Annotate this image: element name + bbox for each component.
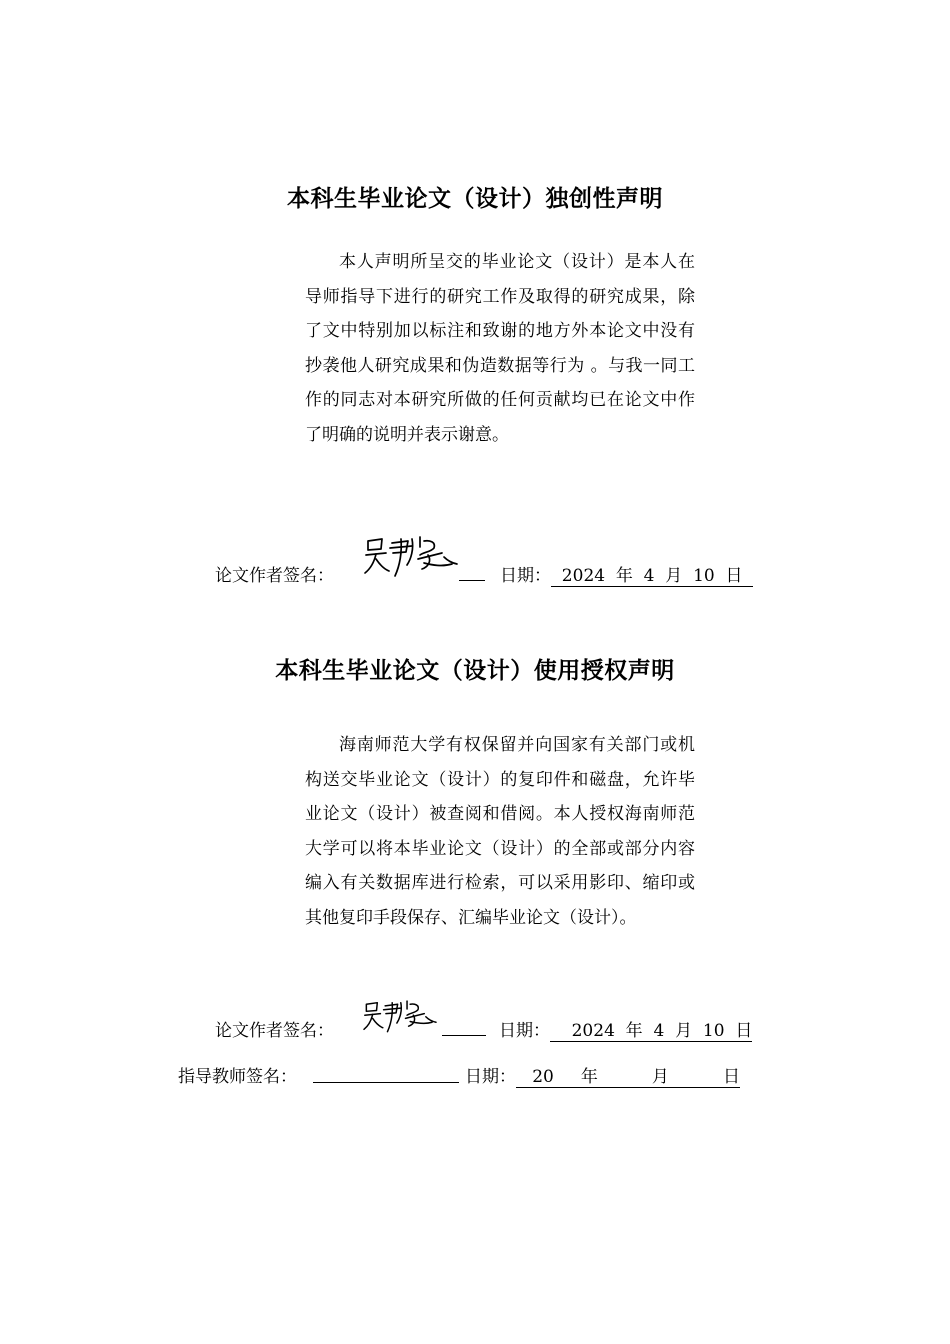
author-signature-line-2: [442, 1015, 486, 1036]
advisor-signature-line: [313, 1062, 459, 1083]
authorization-author-label: 论文作者签名：: [215, 1021, 334, 1041]
advisor-signature-label: 指导教师签名：: [178, 1067, 297, 1087]
originality-date-label: 日期：: [500, 566, 551, 586]
author-signature-line: [459, 560, 485, 581]
advisor-date: [465, 1062, 740, 1088]
originality-date-value: 2024 年 4 月 10 日: [551, 561, 753, 587]
authorization-statement: 海南师范大学有权保留并向国家有关部门或机构送交毕业论文（设计）的复印件和磁盘，允许毕业论文（设计）被查阅和借阅。本人授权海南师范大学可以将本毕业论文（设计）的全部或部分内容编入有关数据库进行检索，可以采用影印、缩印或其他复印手段保存、汇编毕业论文（设计）。: [305, 735, 695, 928]
authorization-title: 本科生毕业论文（设计）使用授权声明: [275, 658, 675, 684]
authorization-author-date: [499, 1016, 752, 1042]
originality-title: 本科生毕业论文（设计）独创性声明: [287, 186, 663, 212]
originality-statement: 本人声明所呈交的毕业论文（设计）是本人在导师指导下进行的研究工作及取得的研究成果，除了文中特别加以标注和致谢的地方外本论文中没有抄袭他人研究成果和伪造数据等行为 。与我一同工作的同志对本研究所做的任何贡献均已在论文中作了明确的说明并表示谢意。: [305, 252, 695, 445]
originality-date: [500, 561, 753, 587]
originality-author-label: 论文作者签名：: [215, 566, 334, 586]
advisor-date-label: 日期：: [465, 1067, 516, 1087]
advisor-date-value: 20 年 月 日: [516, 1062, 740, 1088]
authorization-author-date-value: 2024 年 4 月 10 日: [550, 1016, 752, 1042]
author-signature-image: [362, 533, 460, 579]
authorization-author-date-label: 日期：: [499, 1021, 550, 1041]
author-signature-image-2: [360, 998, 440, 1034]
